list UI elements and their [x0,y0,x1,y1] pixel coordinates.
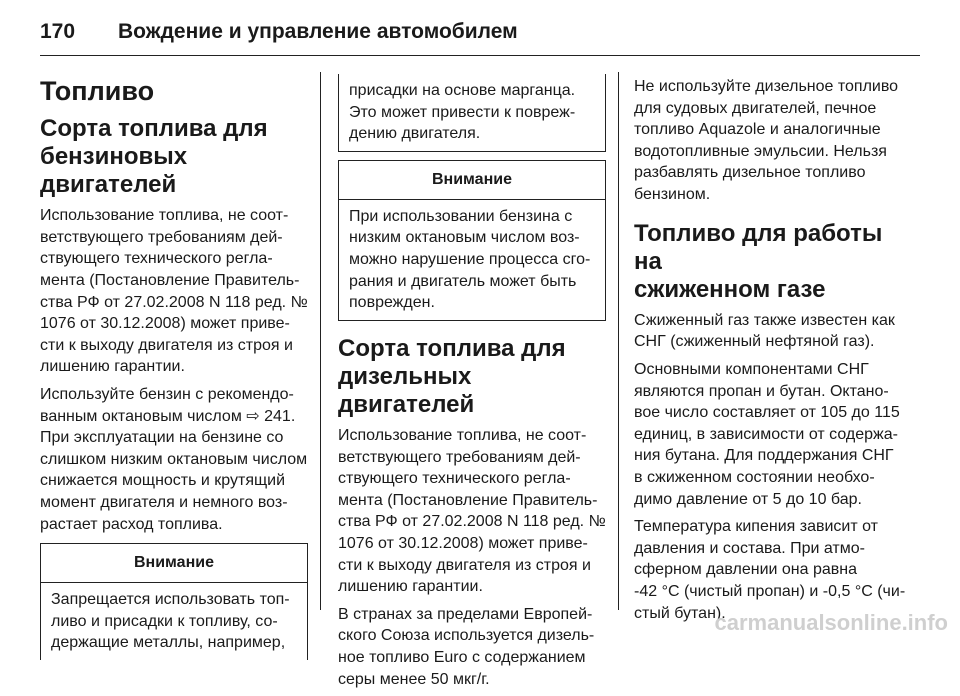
paragraph: Не используйте дизельное топливо для судовых двигателей, печное топливо Aquazole и аналогичные водотопливные эмульсии. Нельзя разбавлять дизельное топливо бензином. [634,78,899,203]
paragraph: Основными компонентами СНГ являются пропан и бутан. Октано- вое число составляет от 105 до 115 единиц, в зависимости от содержа- ния бутана. Для поддержания СНГ в сжиженном состоянии необхо- димо давление от 5 до 10 бар. [634,360,900,508]
warning-text: присадки на основе марганца. Это может привести к повреж- дению двигателя. [349,82,576,143]
page-header [40,14,920,60]
page-number: 170 [40,20,76,43]
warning-text: При использовании бензина с низким октановым числом воз- можно нарушение процесса сго- рания и двигатель может быть поврежден. [349,207,591,312]
paragraph: Сжиженный газ также известен как СНГ (сжиженный нефтяной газ). [634,311,895,351]
header-rule [40,55,920,56]
warning-text: Запрещается использовать топ- ливо и присадки к топливу, со- держащие металлы, например, [51,591,290,652]
watermark: carmanualsonline.info [714,610,948,635]
running-title: Вождение и управление автомобилем [118,20,518,43]
warning-body [339,74,605,151]
column-1 [40,66,308,668]
column-2 [338,66,606,696]
section-heading-lpg: Топливо для работы на сжиженном газе [634,219,883,303]
warning-body [41,583,307,660]
paragraph: Используйте бензин с рекомендо- ванным октановым числом ⇨ 241. При эксплуатации на бензине со слишком низким октановым числом снижается мощность и крутящий момент двигателя и немного воз- растает расход топлива. [40,386,308,533]
warning-title: Внимание [41,544,307,583]
column-3 [634,66,910,630]
paragraph: Температура кипения зависит от давления и состава. При атмо- сферном давлении она равна -42 °C (чистый пропан) и -0,5 °C (чи- стый бутан). [634,518,906,622]
paragraph: В странах за пределами Европей- ского Союза используется дизель- ное топливо Euro с содержанием серы менее 50 мкг/г. [338,605,595,688]
warning-box [40,543,308,660]
column-divider [320,72,321,610]
section-heading-petrol: Сорта топлива для бензиновых двигателей [40,115,268,199]
section-heading-diesel: Сорта топлива для дизельных двигателей [338,334,566,418]
warning-box-continued [338,74,606,152]
paragraph: Использование топлива, не соот- ветствующего требованиям дей- ствующего технического регла- мента (Постановление Правитель- ства РФ от 27.02.2008 N 118 ред. № 1076 от 30.12.2008) может приве- сти к выходу двигателя из строя и лишению гарантии. [338,426,606,596]
paragraph: Использование топлива, не соот- ветствующего требованиям дей- ствующего технического регла- мента (Постановление Правитель- ства РФ от 27.02.2008 N 118 ред. № 1076 от 30.12.2008) может приве- сти к выходу двигателя из строя и лишению гарантии. [40,207,308,376]
warning-box [338,160,606,321]
page-title: Топливо [40,76,155,106]
warning-body [339,200,605,320]
warning-title: Внимание [339,161,605,200]
column-divider [618,72,619,610]
